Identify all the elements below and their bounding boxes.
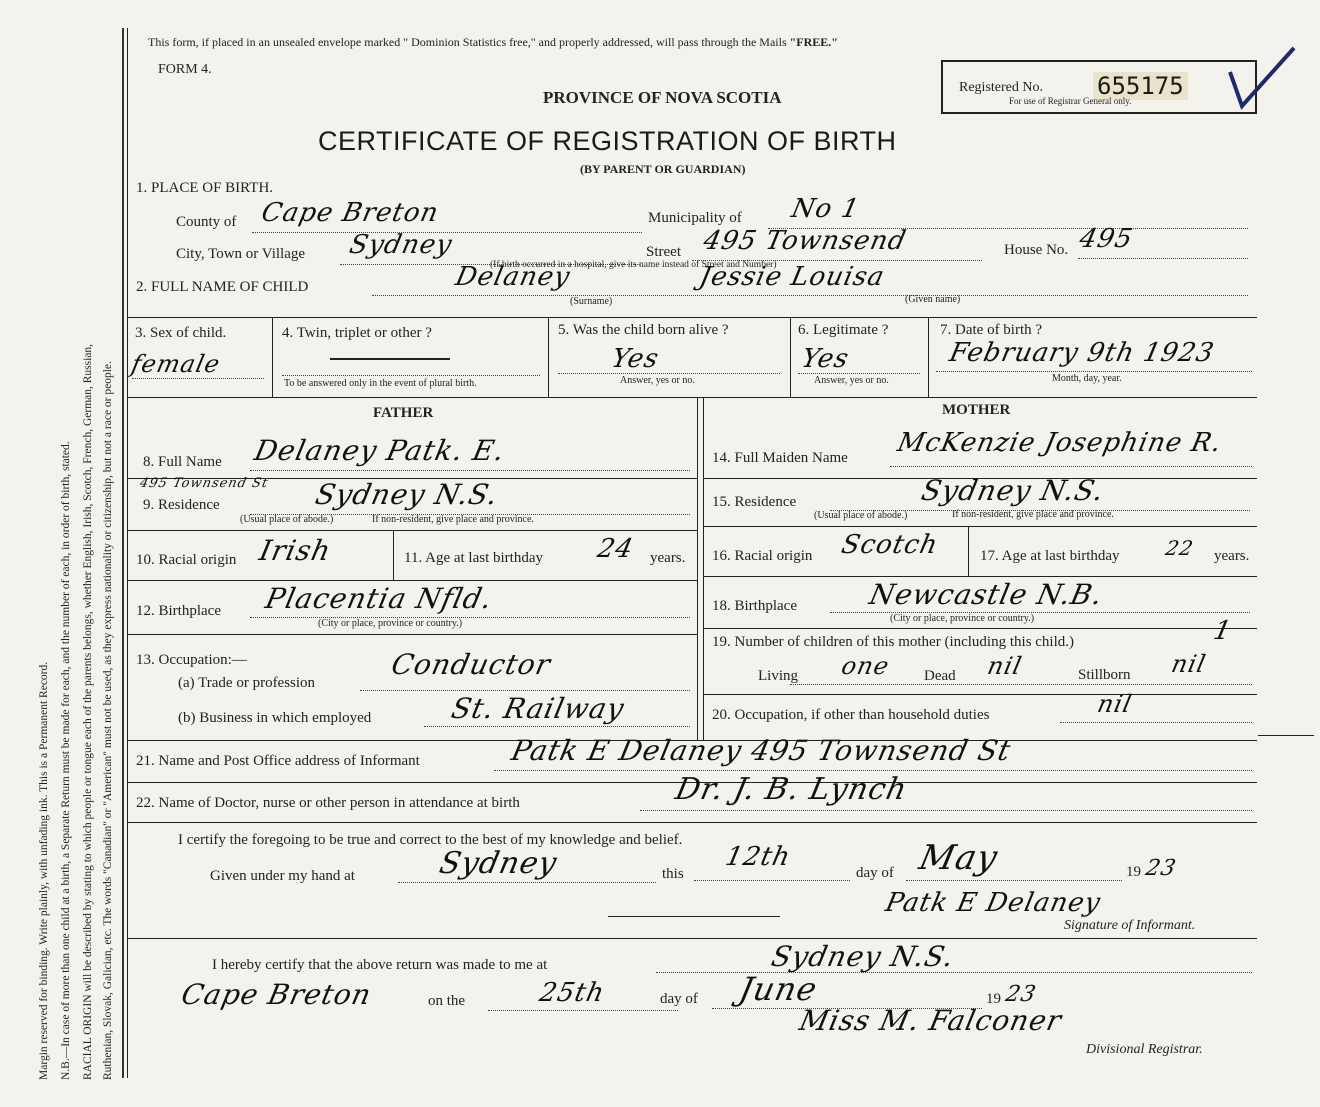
street-value: 495 Townsend [700, 226, 910, 256]
mother-residence-value: Sydney N.S. [918, 474, 1108, 507]
registered-note: For use of Registrar General only. [1009, 96, 1132, 106]
sex-value: female [129, 350, 224, 378]
father-birthplace-label: 12. Birthplace [136, 603, 221, 619]
mother-age-value: 22 [1163, 536, 1197, 560]
certify-given-label: Given under my hand at [210, 868, 355, 884]
child-given-name: Jessie Louisa [696, 262, 888, 292]
page-title: CERTIFICATE OF REGISTRATION OF BIRTH [318, 126, 897, 156]
certify-day: 12th [722, 842, 794, 872]
father-residence-label: 9. Residence [143, 497, 220, 513]
page-subtitle: (BY PARENT OR GUARDIAN) [580, 162, 746, 176]
municipality-value: No 1 [788, 194, 863, 224]
legitimate-label: 6. Legitimate ? [798, 322, 889, 338]
registrar-on-label: on the [428, 993, 466, 1009]
mother-years-label: years. [1214, 548, 1250, 564]
mother-name-label: 14. Full Maiden Name [712, 450, 848, 466]
father-business-value: St. Railway [448, 692, 628, 725]
hospital-note: (If birth occurred in a hospital, give its name instead of Street and Number) [490, 260, 777, 270]
margin-plural-birth-note: N.B.—In case of more than one child at a birth, a Separate Return must be made for each, and the number of each, in order of birth, stated. [60, 441, 72, 1080]
twin-note: To be answered only in the event of plural birth. [284, 378, 477, 389]
registrar-day: 25th [536, 978, 608, 1008]
father-racial-label: 10. Racial origin [136, 552, 237, 568]
surname-note: (Surname) [570, 296, 613, 307]
father-nonres-note: If non-resident, give place and province. [372, 514, 534, 525]
father-name-value: Delaney Patk. E. [251, 434, 509, 467]
mother-living-label: Living [758, 668, 798, 684]
certify-year-prefix: 19 [1126, 864, 1141, 880]
registrar-place: Sydney N.S. [768, 940, 958, 973]
doctor-value: Dr. J. B. Lynch [672, 772, 911, 807]
registered-box [941, 60, 1257, 114]
mother-residence-label: 15. Residence [712, 494, 797, 510]
father-residence-value: Sydney N.S. [312, 478, 502, 511]
registrar-day-label: day of [660, 991, 698, 1007]
father-residence-street: 495 Townsend St [138, 476, 270, 491]
doctor-label: 22. Name of Doctor, nurse or other person in attendance at birth [136, 795, 520, 811]
certify-given-place: Sydney [436, 846, 561, 881]
mother-occupation-label: 20. Occupation, if other than household duties [712, 707, 990, 723]
child-surname: Delaney [452, 262, 574, 292]
alive-note: Answer, yes or no. [620, 375, 695, 386]
house-value: 495 [1076, 224, 1136, 254]
informant-label: 21. Name and Post Office address of Informant [136, 753, 420, 769]
father-trade-value: Conductor [388, 648, 554, 681]
registrar-signature-label: Divisional Registrar. [1086, 1042, 1203, 1057]
certify-this-label: this [662, 866, 684, 882]
dob-note: Month, day, year. [1052, 373, 1122, 384]
registrar-year-prefix: 19 [986, 991, 1001, 1007]
mother-nonres-note: If non-resident, give place and province. [952, 509, 1114, 520]
twin-label: 4. Twin, triplet or other ? [282, 325, 432, 341]
registrar-signature: Miss M. Falconer [796, 1004, 1065, 1037]
father-name-label: 8. Full Name [143, 454, 222, 470]
registered-label: Registered No. [959, 80, 1043, 95]
form-number: FORM 4. [158, 62, 212, 77]
registrar-year: 23 [1003, 982, 1039, 1007]
father-heading: FATHER [373, 405, 434, 421]
father-birthplace-note: (City or place, province or country.) [318, 618, 463, 629]
check-mark-icon [1222, 42, 1302, 112]
dob-label: 7. Date of birth ? [940, 322, 1043, 338]
mother-dead-label: Dead [924, 668, 956, 684]
mother-stillborn-value: nil [1169, 650, 1209, 678]
informant-signature-label: Signature of Informant. [1064, 918, 1196, 933]
informant-value: Patk E Delaney 495 Townsend St [508, 734, 1015, 767]
alive-value: Yes [608, 344, 662, 374]
street-label: Street [646, 244, 681, 260]
mother-age-label: 17. Age at last birthday [980, 548, 1120, 564]
mail-note: This form, if placed in an unsealed envelope marked " Dominion Statistics free," and properly addressed, will pass through the Mails "FREE." [148, 35, 838, 49]
sex-label: 3. Sex of child. [135, 325, 227, 341]
registrar-month: June [735, 970, 822, 1008]
mother-stillborn-label: Stillborn [1078, 667, 1131, 683]
mother-birthplace-note: (City or place, province or country.) [890, 613, 1035, 624]
mother-birthplace-value: Newcastle N.B. [866, 578, 1107, 611]
place-heading: 1. PLACE OF BIRTH. [136, 180, 274, 196]
mother-heading: MOTHER [942, 402, 1011, 418]
registered-number: 655175 [1093, 72, 1188, 100]
margin-rule-inner [127, 28, 128, 1078]
city-value: Sydney [346, 230, 456, 260]
dob-value: February 9th 1923 [946, 338, 1218, 368]
mother-occupation-value: nil [1095, 690, 1135, 718]
mother-children-total: 1 [1210, 616, 1235, 646]
county-label: County of [176, 214, 237, 230]
city-label: City, Town or Village [176, 246, 306, 262]
twin-dash [330, 358, 450, 360]
margin-binding-note: Margin reserved for binding. Write plainly, with unfading ink. This is a Permanent Record. [38, 661, 50, 1080]
alive-label: 5. Was the child born alive ? [558, 322, 729, 338]
legitimate-note: Answer, yes or no. [814, 375, 889, 386]
father-years-label: years. [650, 550, 686, 566]
father-age-label: 11. Age at last birthday [404, 550, 543, 566]
mother-dead-value: nil [985, 652, 1025, 680]
certify-month: May [915, 838, 1002, 878]
house-label: House No. [1004, 242, 1069, 258]
father-occupation-label: 13. Occupation:— [136, 652, 247, 668]
father-racial-value: Irish [256, 534, 335, 567]
margin-racial-note-1: RACIAL ORIGIN will be described by stating to which people or tongue each of the parents belongs, whether English, Irish, Scotch, French, German, Russian, [82, 343, 94, 1080]
mother-birthplace-label: 18. Birthplace [712, 598, 797, 614]
father-trade-label: (a) Trade or profession [178, 675, 316, 691]
mother-abode-note: (Usual place of abode.) [814, 510, 908, 521]
legitimate-value: Yes [798, 344, 852, 374]
margin-rule [122, 28, 124, 1078]
municipality-label: Municipality of [648, 210, 742, 226]
father-business-label: (b) Business in which employed [178, 710, 372, 726]
registrar-text: I hereby certify that the above return was made to me at [212, 957, 548, 973]
certify-year: 23 [1143, 856, 1179, 881]
margin-racial-note-2: Ruthenian, Slovak, Galician, etc. The words "Canadian" or "American" must not be used, as they express nationality or citizenship, but not a race or people. [102, 361, 114, 1080]
mother-racial-label: 16. Racial origin [712, 548, 813, 564]
registrar-county: Cape Breton [178, 978, 375, 1011]
certify-day-label: day of [856, 865, 894, 881]
child-name-label: 2. FULL NAME OF CHILD [136, 279, 309, 295]
given-note: (Given name) [905, 294, 961, 305]
mother-name-value: McKenzie Josephine R. [894, 428, 1225, 458]
certify-text: I certify the foregoing to be true and correct to the best of my knowledge and belief. [178, 832, 683, 848]
informant-signature: Patk E Delaney [882, 888, 1104, 918]
mother-children-label: 19. Number of children of this mother (including this child.) [712, 634, 1075, 650]
father-birthplace-value: Placentia Nfld. [262, 582, 496, 615]
mother-racial-value: Scotch [838, 530, 941, 560]
province-heading: PROVINCE OF NOVA SCOTIA [543, 88, 782, 107]
mother-living-value: one [839, 652, 893, 680]
father-abode-note: (Usual place of abode.) [240, 514, 334, 525]
county-value: Cape Breton [258, 198, 442, 228]
father-age-value: 24 [594, 534, 637, 564]
